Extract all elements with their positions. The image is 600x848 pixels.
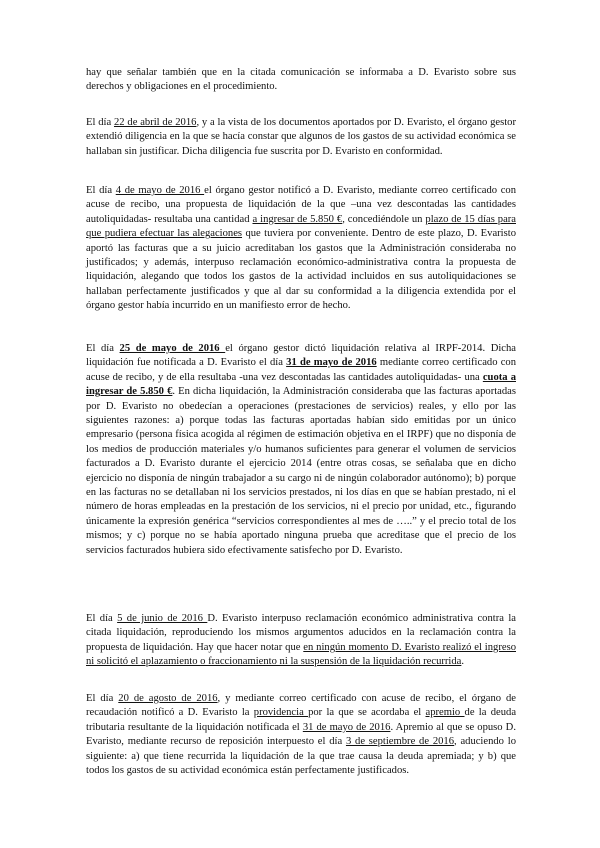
text-run: por la que se acordaba el (308, 707, 426, 719)
paragraph-rights-notice (86, 66, 516, 95)
text-run: , aduciendo lo siguiente: a) que tiene recurrida la liquidación de la que trae causa la deuda apremiada; y b) que todos los gastos de su actividad económica están perfectamente justificados. (86, 736, 516, 777)
text-run: . En dicha liquidación, la Administración consideraba que las facturas aportadas por D. Evaristo no obedecían a operaciones (prestaciones de servicios) reales, y ello por las siguientes razones: a) porque todas las facturas aportadas habían sido emitidas por un único empresario (persona física acogida al régimen de estimación objetiva en el IRPF) que no disponía de los medios de producción materiales y/o humanos suficientes para generar el volumen de servicios facturados a D. Evaristo durante el ejercicio 2014 (entre otras cosas, se señalaba que en dicho ejercicio no disponía de ningún trabajador a su cargo ni de ningún colaborador autónomo); b) porque en las facturas no se detallaban ni los servicios prestados, ni los días en que se habían prestado, ni el número de horas empleadas en la prestación de los servicios, ni el precio por unidad, etc., figurando únicamente la expresión genérica “servicios correspondientes al mes de …..” y el precio total de los mismos; y c) porque no se había aportado ninguna prueba que acreditase que el precio de los servicios facturados hubiera sido efectivamente satisfecho por D. Evaristo. (86, 386, 516, 556)
paragraph-apremio (86, 692, 516, 778)
term-underlined: plazo de 15 días para que pudiera efectuar las alegaciones (86, 213, 516, 240)
text-run: el órgano gestor dictó liquidación relativa al IRPF-2014. Dicha liquidación fue notificada a D. Evaristo el día (86, 343, 516, 369)
date-underlined: 3 de septiembre de 2016 (345, 736, 455, 748)
text-run: El día (86, 693, 119, 704)
text-run: , y a la vista de los documentos aportados por D. Evaristo, el órgano gestor extendió diligencia en la que se hacía constar que algunos de los gastos de su actividad económica se hallaban sin justificar. Dicha diligencia fue suscrita por D. Evaristo en conformidad. (86, 117, 516, 157)
text-run: de la deuda tributaria resultante de la liquidación notificada el (86, 707, 517, 733)
text-run: mediante correo certificado con acuse de recibo, y de ella resultaba -una vez descontadas las cantidades autoliquidadas- una (86, 357, 517, 383)
paragraph-reclamacion (86, 612, 516, 670)
date-bold-underlined: 31 de mayo de 2016 (286, 357, 377, 369)
providencia-underlined: providencia (253, 707, 309, 719)
text-run: , concediéndole un (342, 213, 426, 225)
text-run: . Apremio al que se opuso D. Evaristo, mediante recurso de reposición interpuesto el día (86, 721, 516, 748)
paragraph-diligencia (86, 116, 516, 159)
text-run: hay que señalar también que en la citada comunicación se informaba a D. Evaristo sobre sus derechos y obligaciones en el procedimiento. (86, 67, 516, 93)
paragraph-propuesta-liquidacion (86, 184, 516, 314)
text-run: . (461, 656, 465, 668)
amount-underlined: a ingresar de 5.850 € (252, 213, 343, 225)
text-run: D. Evaristo interpuso reclamación económico administrativa contra la citada liquidación, reproduciendo los mismos argumentos aducidos en la reclamación contra la propuesta de liquidación. Hay que hacer notar que (86, 613, 516, 653)
paragraph-liquidacion (86, 342, 516, 558)
date-underlined: 31 de mayo de 2016 (302, 721, 391, 733)
amount-bold-underlined: cuota a ingresar de 5.850 € (86, 371, 516, 398)
note-underlined: en ningún momento D. Evaristo realizó el ingreso ni solicitó el aplazamiento o fraccionamiento ni la suspensión de la liquidación recurrida (86, 641, 516, 668)
apremio-underlined: apremio (425, 707, 465, 719)
date-underlined: 22 de abril de 2016 (113, 117, 197, 128)
text-run: El día (86, 343, 120, 354)
text-run: El día (86, 613, 118, 624)
text-run: El día (86, 185, 116, 196)
date-underlined: 4 de mayo de 2016 (115, 185, 205, 196)
text-run: el órgano gestor notificó a D. Evaristo, mediante correo certificado con acuse de recibo, una propuesta de liquidación de la que –una vez descontadas las cantidades autoliquidadas- resultaba una cantidad (86, 185, 517, 225)
date-underlined: 20 de agosto de 2016 (118, 693, 218, 704)
text-run: , y mediante correo certificado con acuse de recibo, el órgano de recaudación notificó a D. Evaristo la (86, 693, 516, 719)
text-run: que tuviera por conveniente. Dentro de este plazo, D. Evaristo aportó las facturas que a su juicio acreditaban los gastos que la Administración consideraba no justificados; y además, interpuso reclamación económico-administrativa contra la propuesta de liquidación, alegando que todos los gastos de la actividad incluidos en sus autoliquidaciones se hallaban perfectamente justificados y que al dar su conformidad a la diligencia extendida por el órgano gestor había incurrido en un manifiesto error de hecho. (86, 228, 516, 312)
text-run: El día (86, 117, 114, 128)
date-underlined: 5 de junio de 2016 (117, 613, 208, 624)
date-bold-underlined: 25 de mayo de 2016 (119, 343, 226, 354)
